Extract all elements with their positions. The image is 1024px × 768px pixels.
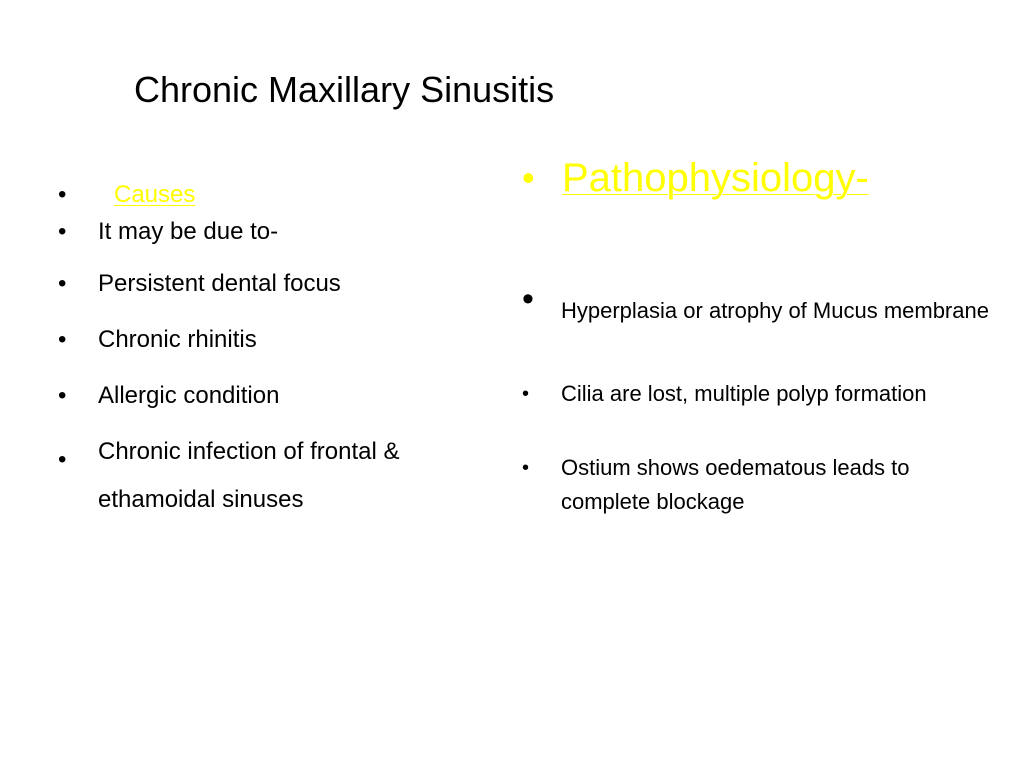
list-item-text: Cilia are lost, multiple polyp formation bbox=[561, 381, 927, 406]
list-item-text: Chronic infection of frontal & ethamoidal sinuses bbox=[98, 438, 400, 513]
bullet-icon: • bbox=[522, 457, 530, 479]
bullet-icon: • bbox=[58, 181, 67, 208]
pathophysiology-heading-link[interactable]: Pathophysiology- bbox=[562, 156, 869, 200]
list-item-text: Ostium shows oedematous leads to complete blockage bbox=[561, 455, 910, 514]
bullet-icon: • bbox=[522, 157, 535, 198]
list-item-text: Persistent dental focus bbox=[98, 270, 341, 297]
bullet-icon: • bbox=[522, 280, 534, 318]
bullet-icon: • bbox=[58, 382, 67, 409]
list-item-text: Allergic condition bbox=[98, 382, 280, 409]
bullet-icon: • bbox=[58, 270, 67, 297]
causes-heading-link[interactable]: Causes bbox=[114, 181, 196, 208]
bullet-icon: • bbox=[522, 383, 530, 405]
bullet-icon: • bbox=[58, 218, 67, 245]
bullet-icon: • bbox=[58, 446, 67, 473]
slide-title: Chronic Maxillary Sinusitis bbox=[134, 69, 555, 110]
list-item-text: Chronic rhinitis bbox=[98, 326, 257, 353]
list-item-text: It may be due to- bbox=[98, 218, 279, 245]
list-item-text: Hyperplasia or atrophy of Mucus membrane bbox=[561, 298, 989, 323]
bullet-icon: • bbox=[58, 326, 67, 353]
